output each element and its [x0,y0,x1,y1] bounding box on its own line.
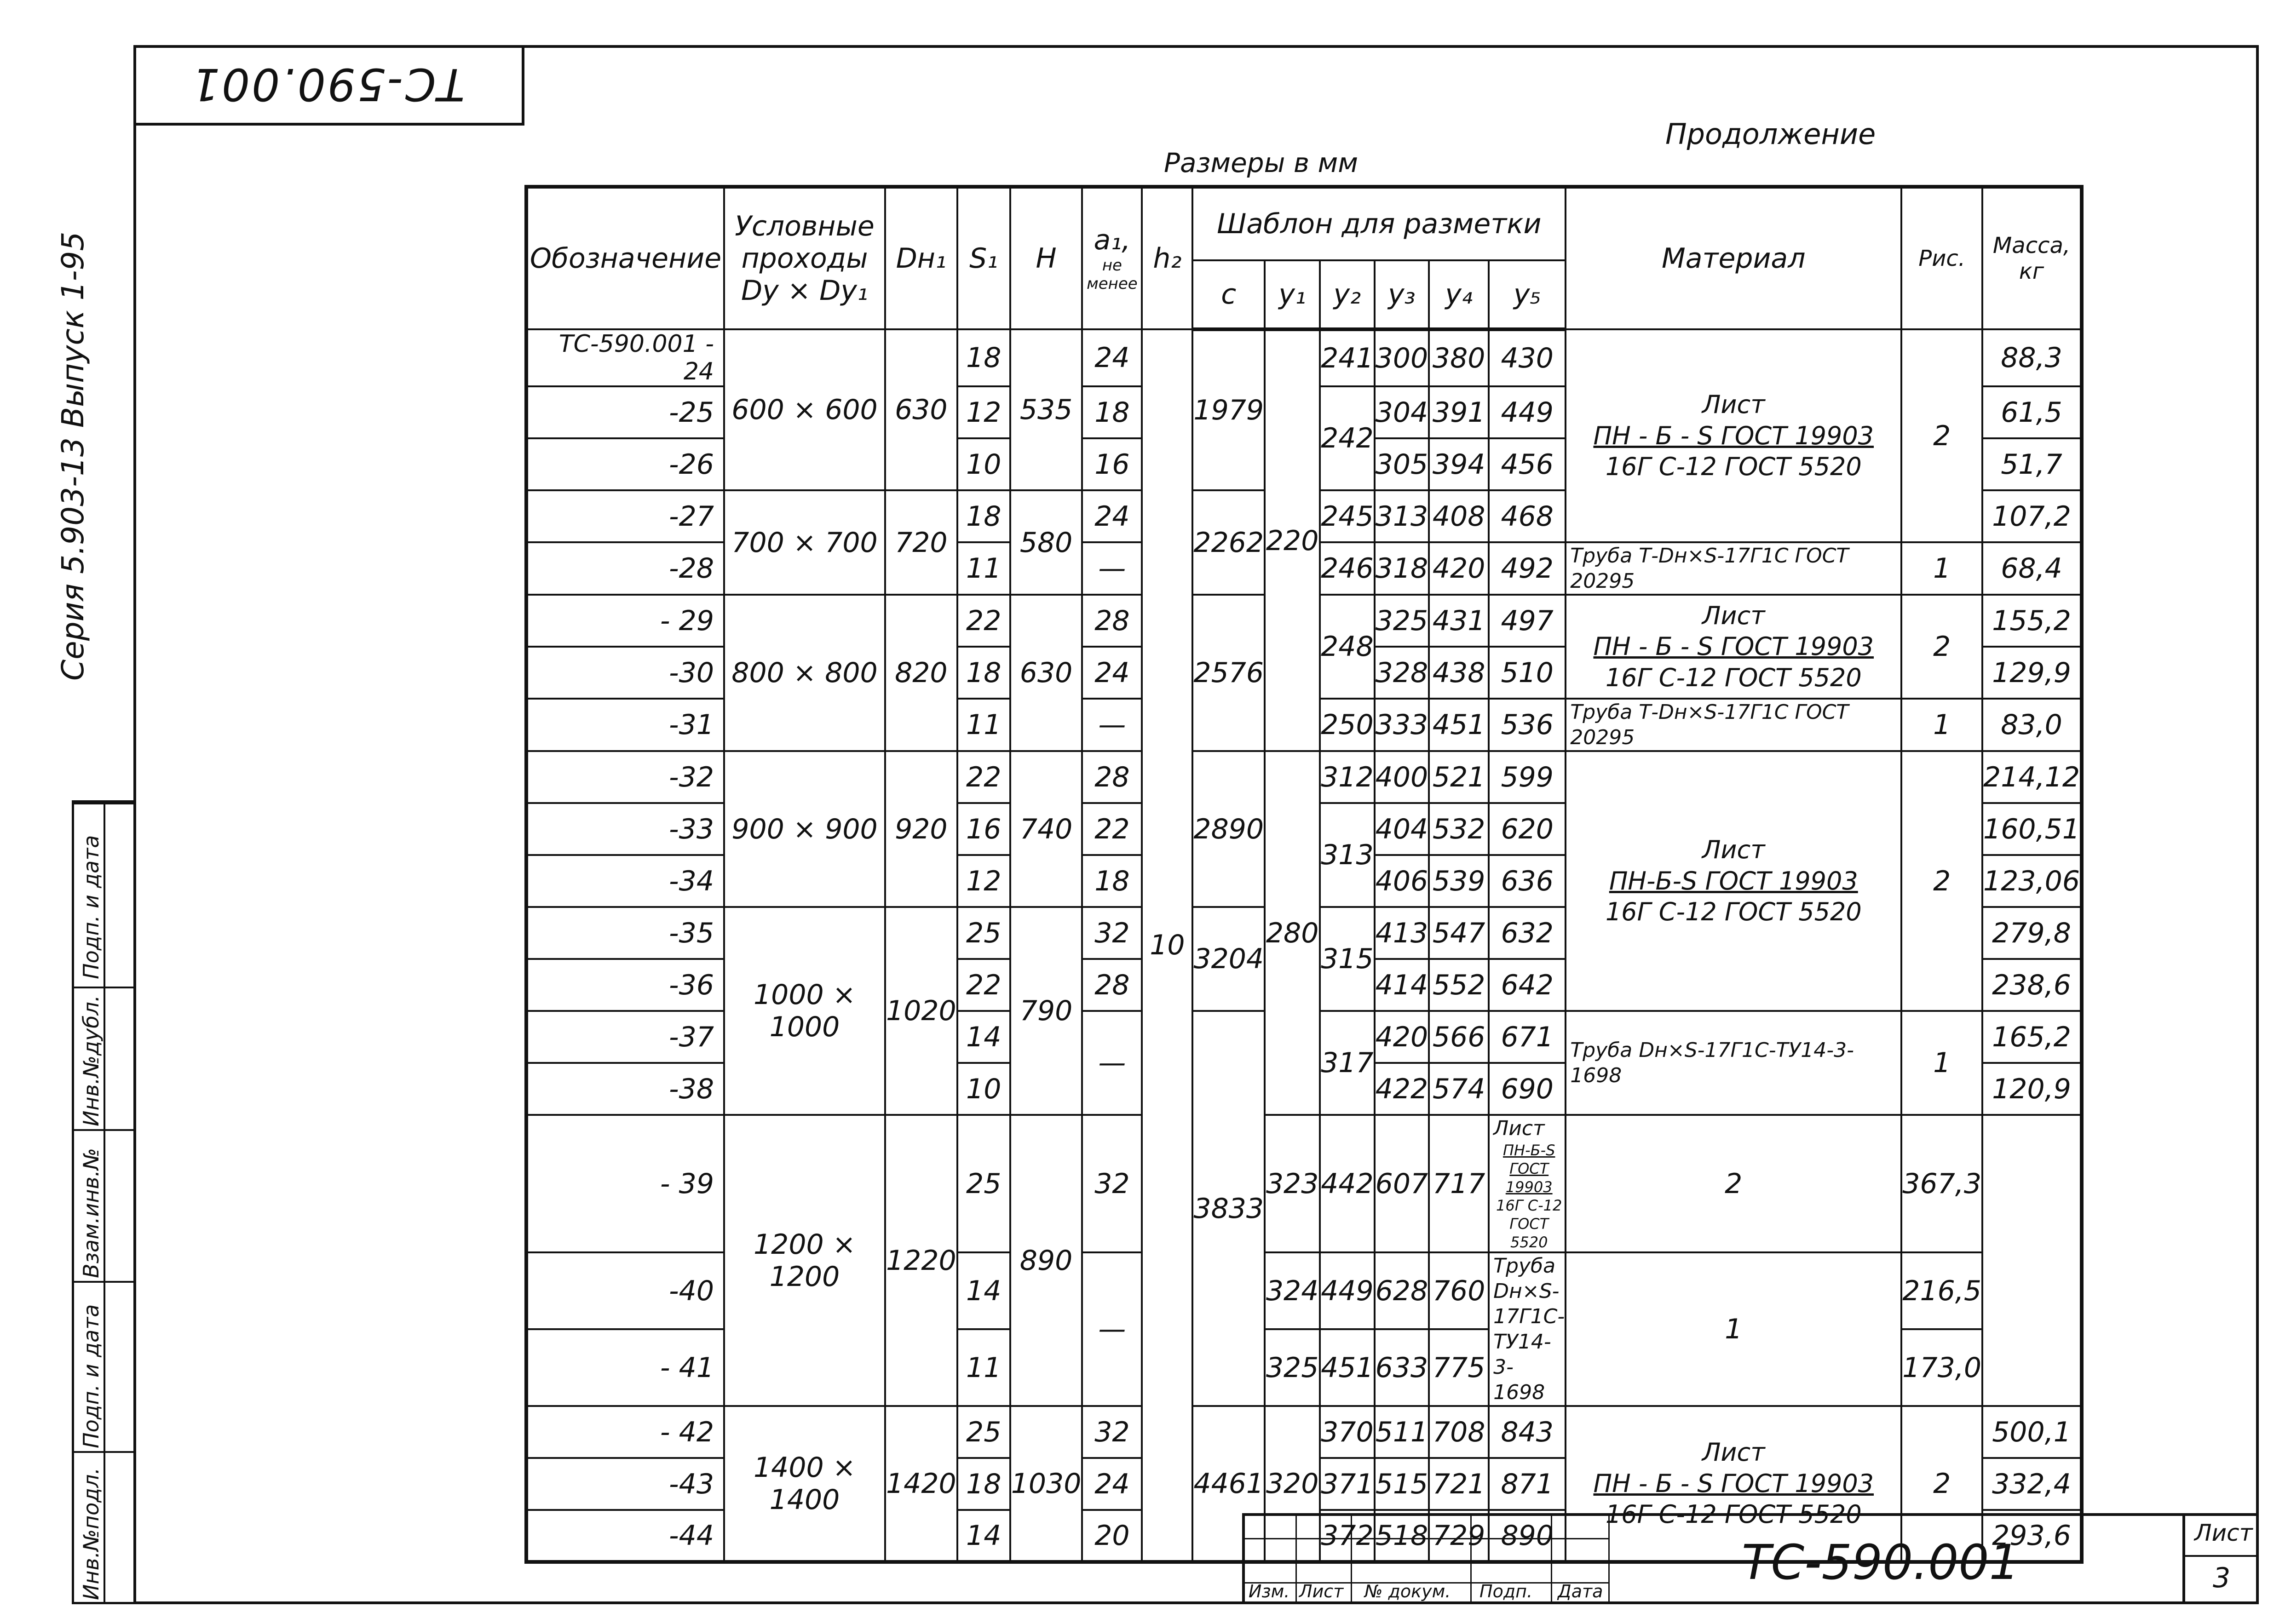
cell-y5: 510 [1489,647,1566,699]
cell-y2: 325 [1265,1329,1320,1406]
cell-y5: 671 [1489,1011,1566,1063]
col-mass: Масса, кг [1982,187,2082,329]
cell-y2: 246 [1320,542,1375,595]
col-h: H [1010,187,1082,329]
cell-fig: 1 [1901,1011,1982,1115]
row-designation: -33 [526,803,724,855]
cell-y1: 320 [1265,1406,1320,1562]
cell-c: 2262 [1192,490,1265,595]
top-left-stamp [133,45,524,126]
cell-s1: 25 [957,1115,1010,1252]
tb-izm-label: Изм. [1249,1581,1290,1601]
strip-label: Подп. и дата [79,1304,104,1448]
row-designation: -31 [526,699,724,751]
cell-h: 580 [1010,490,1082,595]
cell-mass: 129,9 [1982,647,2082,699]
row-designation: - 41 [526,1329,724,1406]
continuation-label: Продолжение [1665,117,1876,151]
col-a1-title: a₁, [1094,224,1131,256]
cell-y4: 521 [1429,751,1489,803]
cell-y5: 536 [1489,699,1566,751]
tb-list-label: Лист [1299,1581,1344,1601]
cell-mass: 293,6 [1982,1510,2082,1562]
cell-s1: 25 [957,907,1010,959]
material-line: Лист [1493,1117,1545,1140]
cell-s1: 12 [957,855,1010,907]
cell-y3: 328 [1375,647,1429,699]
cell-y5: 642 [1489,959,1566,1011]
cell-y5: 690 [1489,1063,1566,1115]
sheet-label: Лист [2194,1520,2253,1546]
cell-y3: 400 [1375,751,1429,803]
cell-c: 3204 [1192,907,1265,1011]
cell-y2: 323 [1265,1115,1320,1252]
cell-h2: 10 [1142,329,1192,1562]
cell-y4: 628 [1375,1252,1429,1329]
cell-a1: 28 [1082,959,1142,1011]
row-designation: - 29 [526,595,724,647]
cell-y3: 318 [1375,542,1429,595]
row-designation: - 42 [526,1406,724,1458]
row-designation: -35 [526,907,724,959]
material-line: ПН-Б-S ГОСТ 19903 [1609,866,1858,895]
cell-y2: 372 [1320,1510,1375,1562]
strip-cell-inv-podl [74,1451,133,1607]
cell-y2: 250 [1320,699,1375,751]
series-label: Серия 5.903-13 Выпуск 1-95 [55,231,91,681]
strip-cell-vzam-inv [74,1129,133,1281]
cell-y2: 324 [1265,1252,1320,1329]
tb-sign-label: Подп. [1479,1581,1533,1601]
title-block-grid [1245,1516,1608,1604]
col-y1: y₁ [1265,260,1320,329]
cell-y2: 317 [1320,1011,1375,1115]
col-template: Шаблон для разметки [1192,187,1566,260]
cell-s1: 10 [957,1063,1010,1115]
cell-y3: 515 [1375,1458,1429,1510]
spec-table [524,185,2084,1564]
cell-y5: 843 [1489,1406,1566,1458]
title-block [1242,1513,2259,1604]
cell-s1: 10 [957,438,1010,490]
cell-y2: 241 [1320,329,1375,386]
cell-y3: 422 [1375,1063,1429,1115]
cell-y4: 547 [1429,907,1489,959]
cell-mass: 107,2 [1982,490,2082,542]
cell-passes: 700 × 700 [724,490,885,595]
col-c: c [1192,260,1265,329]
cell-a1: 32 [1082,907,1142,959]
cell-s1: 22 [957,959,1010,1011]
cell-dn1: 1020 [885,907,957,1115]
row-designation: -40 [526,1252,724,1329]
cell-y4: 451 [1429,699,1489,751]
cell-s1: 14 [957,1510,1010,1562]
cell-a1: 24 [1082,490,1142,542]
cell-y4: 420 [1429,542,1489,595]
material-line: ПН - Б - S ГОСТ 19903 [1593,1469,1874,1498]
row-designation: -38 [526,1063,724,1115]
cell-fig: 1 [1901,699,1982,751]
cell-mass: 367,3 [1901,1115,1982,1252]
material-line: Лист [1702,1438,1765,1467]
row-designation: -32 [526,751,724,803]
row-designation: -37 [526,1011,724,1063]
col-h2: h₂ [1142,187,1192,329]
cell-y2: 242 [1320,386,1375,490]
col-y3: y₃ [1375,260,1429,329]
cell-a1: 24 [1082,1458,1142,1510]
cell-fig: 1 [1566,1252,1901,1406]
cell-y3: 413 [1375,907,1429,959]
cell-y4: 574 [1429,1063,1489,1115]
cell-y4: 729 [1429,1510,1489,1562]
row-designation: - 39 [526,1115,724,1252]
cell-fig: 1 [1901,542,1982,595]
cell-y1: 220 [1265,329,1320,751]
title-block-code: ТС-590.001 [1742,1534,2020,1590]
cell-h: 890 [1010,1115,1082,1406]
cell-s1: 25 [957,1406,1010,1458]
col-fig: Рис. [1901,187,1982,329]
strip-label: Подп. и дата [79,835,104,979]
cell-y2: 248 [1320,595,1375,699]
cell-y4: 380 [1429,329,1489,386]
cell-a1: 24 [1082,329,1142,386]
cell-y2: 312 [1320,751,1375,803]
col-a1-note: не менее [1087,256,1138,293]
col-material: Материал [1566,187,1901,329]
cell-mass: 83,0 [1982,699,2082,751]
cell-y4: 391 [1429,386,1489,438]
cell-y3: 442 [1320,1115,1375,1252]
strip-label: Взам.инв.№ [79,1148,104,1278]
cell-mass: 123,06 [1982,855,2082,907]
cell-a1: 18 [1082,855,1142,907]
cell-mass: 173,0 [1901,1329,1982,1406]
col-passes-title: Условные проходы [735,210,875,275]
row-designation: -36 [526,959,724,1011]
strip-label: Инв.№дубл. [79,995,104,1126]
stamp-code: ТС-590.001 [190,58,465,110]
cell-y5: 717 [1429,1115,1489,1252]
cell-y5: 599 [1489,751,1566,803]
cell-y4: 607 [1375,1115,1429,1252]
cell-s1: 11 [957,1329,1010,1406]
cell-s1: 16 [957,803,1010,855]
cell-s1: 22 [957,595,1010,647]
material-line: 16Г С-12 ГОСТ 5520 [1496,1197,1562,1251]
left-signature-strip [72,800,133,1604]
cell-a1: 16 [1082,438,1142,490]
cell-s1: 14 [957,1011,1010,1063]
cell-mass: 238,6 [1982,959,2082,1011]
cell-y4: 633 [1375,1329,1429,1406]
cell-a1: 18 [1082,386,1142,438]
units-label: Размеры в мм [1164,147,1358,178]
col-y4: y₄ [1429,260,1489,329]
cell-c: 2576 [1192,595,1265,751]
cell-fig: 2 [1901,751,1982,1011]
cell-dn1: 630 [885,329,957,490]
cell-y3: 333 [1375,699,1429,751]
cell-mass: 160,51 [1982,803,2082,855]
grid-line [1470,1516,1472,1604]
material-line: 16Г С-12 ГОСТ 5520 [1605,452,1862,482]
cell-y3: 404 [1375,803,1429,855]
cell-a1: — [1082,1011,1142,1115]
cell-y5: 497 [1489,595,1566,647]
cell-y4: 539 [1429,855,1489,907]
cell-a1: — [1082,1252,1142,1406]
cell-s1: 11 [957,699,1010,751]
cell-y2: 315 [1320,907,1375,1011]
material-line: ПН - Б - S ГОСТ 19903 [1593,632,1874,661]
cell-a1: 32 [1082,1115,1142,1252]
cell-y3: 325 [1375,595,1429,647]
cell-s1: 11 [957,542,1010,595]
cell-s1: 18 [957,329,1010,386]
material-line: ПН-Б-S ГОСТ 19903 [1502,1142,1555,1196]
strip-cell-podp-data-1 [74,803,133,987]
cell-material: Труба Dн×S-17Г1С-ТУ14-3-1698 [1566,1011,1901,1115]
cell-fig: 2 [1566,1115,1901,1252]
cell-dn1: 720 [885,490,957,595]
cell-mass: 165,2 [1982,1011,2082,1063]
material-line: 16Г С-12 ГОСТ 5520 [1605,663,1862,692]
cell-h: 1030 [1010,1406,1082,1562]
cell-y4: 431 [1429,595,1489,647]
cell-dn1: 820 [885,595,957,751]
cell-h: 535 [1010,329,1082,490]
cell-y3: 511 [1375,1406,1429,1458]
material-line: ПН - Б - S ГОСТ 19903 [1593,421,1874,450]
cell-mass: 332,4 [1982,1458,2082,1510]
grid-line [1351,1516,1352,1604]
cell-c: 2890 [1192,751,1265,907]
col-dn1: Dн₁ [885,187,957,329]
cell-mass: 68,4 [1982,542,2082,595]
row-designation: -34 [526,855,724,907]
cell-passes: 1400 × 1400 [724,1406,885,1562]
cell-y4: 566 [1429,1011,1489,1063]
grid-line [1551,1516,1552,1604]
row-designation: -27 [526,490,724,542]
cell-y4: 408 [1429,490,1489,542]
cell-passes: 1200 × 1200 [724,1115,885,1406]
cell-passes: 900 × 900 [724,751,885,907]
sheet-box [2182,1516,2259,1604]
sheet-separator [2185,1555,2259,1557]
cell-mass: 279,8 [1982,907,2082,959]
cell-y3: 414 [1375,959,1429,1011]
cell-y5: 871 [1489,1458,1566,1510]
cell-c: 1979 [1192,329,1265,490]
strip-label: Инв.№подл. [79,1467,104,1600]
cell-y3: 313 [1375,490,1429,542]
cell-s1: 12 [957,386,1010,438]
cell-passes: 800 × 800 [724,595,885,751]
cell-y5: 468 [1489,490,1566,542]
strip-cell-podp-data-2 [74,1281,133,1451]
row-designation: -25 [526,386,724,438]
cell-y2: 370 [1320,1406,1375,1458]
cell-y4: 552 [1429,959,1489,1011]
cell-a1: 28 [1082,595,1142,647]
sheet-number: 3 [2213,1562,2231,1594]
cell-dn1: 1220 [885,1115,957,1406]
cell-s1: 14 [957,1252,1010,1329]
cell-s1: 18 [957,647,1010,699]
row-designation: ТС-590.001 - 24 [526,329,724,386]
cell-y2: 313 [1320,803,1375,907]
cell-y3: 420 [1375,1011,1429,1063]
cell-y2: 371 [1320,1458,1375,1510]
cell-y4: 394 [1429,438,1489,490]
cell-passes: 600 × 600 [724,329,885,490]
cell-y5: 620 [1489,803,1566,855]
cell-mass: 216,5 [1901,1252,1982,1329]
material-line: Лист [1702,390,1765,419]
grid-line [1245,1560,1608,1561]
grid-line [1608,1516,1610,1604]
cell-a1: — [1082,542,1142,595]
material-line: 16Г С-12 ГОСТ 5520 [1605,1500,1862,1529]
col-y2: y₂ [1320,260,1375,329]
cell-y4: 721 [1429,1458,1489,1510]
cell-s1: 18 [957,1458,1010,1510]
cell-mass: 61,5 [1982,386,2082,438]
cell-material [1566,751,1901,1011]
cell-fig: 2 [1901,1406,1982,1562]
cell-y5: 456 [1489,438,1566,490]
cell-y5: 890 [1489,1510,1566,1562]
cell-passes: 1000 × 1000 [724,907,885,1115]
tb-date-label: Дата [1558,1581,1603,1601]
cell-s1: 18 [957,490,1010,542]
cell-y2: 245 [1320,490,1375,542]
cell-y4: 438 [1429,647,1489,699]
cell-s1: 22 [957,751,1010,803]
strip-cell-inv-dubl [74,987,133,1129]
row-designation: -44 [526,1510,724,1562]
tb-doc-label: № докум. [1364,1581,1451,1601]
cell-a1: 22 [1082,803,1142,855]
col-designation: Обозначение [526,187,724,329]
cell-y3: 406 [1375,855,1429,907]
col-passes [724,187,885,329]
cell-fig: 2 [1901,595,1982,699]
col-y5: y₅ [1489,260,1566,329]
cell-c: 4461 [1192,1406,1265,1562]
material-line: Лист [1702,601,1765,630]
cell-y3: 451 [1320,1329,1375,1406]
cell-y5: 760 [1429,1252,1489,1329]
col-passes-formula: Dy × Dy₁ [741,275,868,307]
cell-mass: 51,7 [1982,438,2082,490]
cell-mass: 500,1 [1982,1406,2082,1458]
cell-a1: — [1082,699,1142,751]
cell-y3: 518 [1375,1510,1429,1562]
cell-material [1566,595,1901,699]
cell-y4: 708 [1429,1406,1489,1458]
cell-mass: 155,2 [1982,595,2082,647]
grid-line [1245,1538,1608,1539]
material-line: 16Г С-12 ГОСТ 5520 [1605,897,1862,927]
cell-mass: 120,9 [1982,1063,2082,1115]
row-designation: -28 [526,542,724,595]
cell-material: Труба Т-Dн×S-17Г1С ГОСТ 20295 [1566,699,1901,751]
cell-fig: 2 [1901,329,1982,542]
cell-a1: 24 [1082,647,1142,699]
cell-material [1566,329,1901,542]
cell-mass: 214,12 [1982,751,2082,803]
cell-a1: 28 [1082,751,1142,803]
col-a1 [1082,187,1142,329]
col-s1: S₁ [957,187,1010,329]
grid-line [1295,1516,1297,1604]
row-designation: -26 [526,438,724,490]
cell-material [1489,1115,1566,1252]
cell-y4: 532 [1429,803,1489,855]
cell-y5: 636 [1489,855,1566,907]
cell-y5: 632 [1489,907,1566,959]
cell-mass: 88,3 [1982,329,2082,386]
cell-y3: 305 [1375,438,1429,490]
cell-material: Труба Dн×S-17Г1С-ТУ14-3-1698 [1489,1252,1566,1406]
cell-dn1: 1420 [885,1406,957,1562]
cell-h: 630 [1010,595,1082,751]
cell-h: 740 [1010,751,1082,907]
cell-dn1: 920 [885,751,957,907]
cell-h: 790 [1010,907,1082,1115]
cell-a1: 32 [1082,1406,1142,1458]
cell-c: 3833 [1192,1011,1265,1406]
cell-y5: 449 [1489,386,1566,438]
cell-y3: 304 [1375,386,1429,438]
cell-a1: 20 [1082,1510,1142,1562]
cell-y3: 449 [1320,1252,1375,1329]
cell-y5: 775 [1429,1329,1489,1406]
cell-y5: 492 [1489,542,1566,595]
cell-y5: 430 [1489,329,1566,386]
row-designation: -30 [526,647,724,699]
row-designation: -43 [526,1458,724,1510]
material-line: Лист [1702,835,1765,865]
cell-y1: 280 [1265,751,1320,1115]
cell-y3: 300 [1375,329,1429,386]
cell-material: Труба Т-Dн×S-17Г1С ГОСТ 20295 [1566,542,1901,595]
